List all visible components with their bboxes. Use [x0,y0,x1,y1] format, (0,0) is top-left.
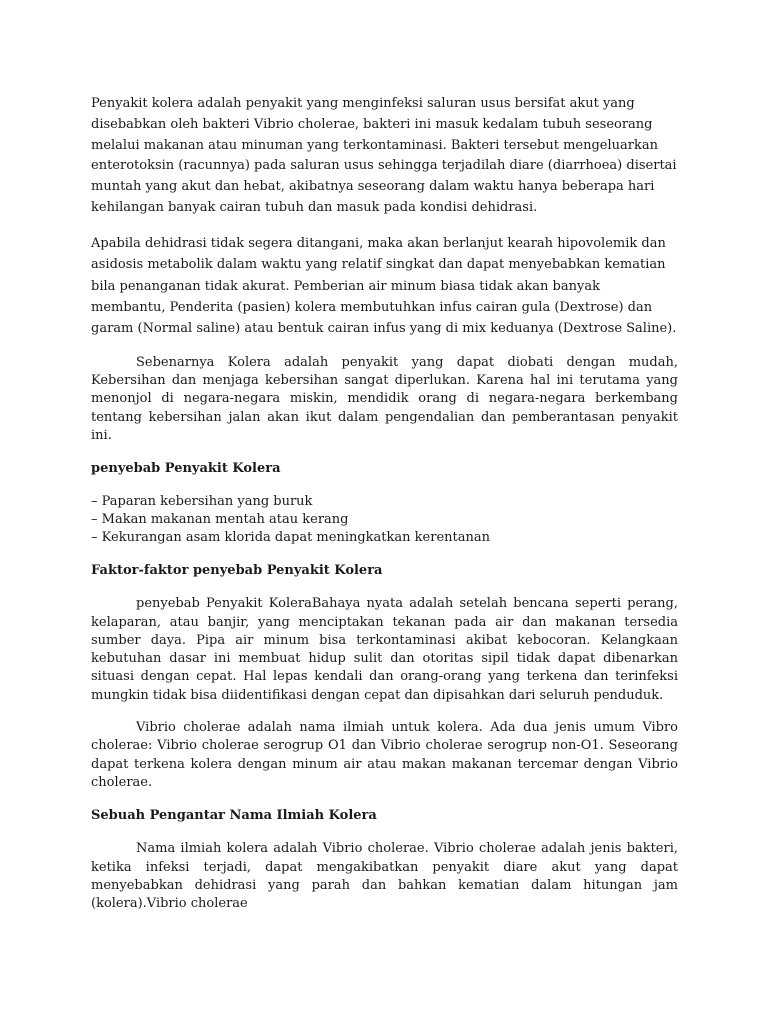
heading-factors: Faktor-faktor penyebab Penyakit Kolera [91,563,383,579]
paragraph-cholera-definition: Penyakit kolera adalah penyakit yang menginfeksi saluran usus bersifat akut yang disebabkan oleh bakteri Vibrio cholerae, bakteri ini masuk kedalam tubuh seseorang melalui makanan atau minuman yang terkontaminasi. Bakteri tersebut mengeluarkan enterotoksin (racunnya) pada saluran usus sehingga terjadilah diare (diarrhoea) disertai muntah yang akut dan hebat, akibatnya seseorang dalam waktu hanya beberapa hari kehilangan banyak cairan tubuh dan masuk pada kondisi dehidrasi. [91,96,677,215]
document-page [91,94,678,927]
paragraph-hygiene: Sebenarnya Kolera adalah penyakit yang dapat diobati dengan mudah, Kebersihan dan menjaga kebersihan sangat diperlukan. Karena hal ini terutama yang menonjol di negara-negara miskin, mendidik orang di negara-negara berkembang tentang kebersihan jalan akan ikut dalam pengendalian dan pemberantasan penyakit ini. [91,354,678,443]
list-item: – Kekurangan asam klorida dapat meningkatkan kerentanan [91,530,490,546]
heading-scientific-name: Sebuah Pengantar Nama Ilmiah Kolera [91,808,377,824]
heading-causes: penyebab Penyakit Kolera [91,461,281,477]
list-item: – Makan makanan mentah atau kerang [91,512,349,528]
causes-list [91,493,678,547]
paragraph-factors: penyebab Penyakit KoleraBahaya nyata adalah setelah bencana seperti perang, kelaparan, atau banjir, yang menciptakan tekanan pada air dan makanan tersedia sumber daya. Pipa air minum bisa terkontaminasi akibat kebocoran. Kelangkaan kebutuhan dasar ini membuat hidup sulit dan otoritas sipil tidak dapat dibenarkan situasi dengan cepat. Hal lepas kendali dan orang-orang yang terkena dan terinfeksi mungkin tidak bisa diidentifikasi dengan cepat dan dipisahkan dari seluruh penduduk. [91,596,678,703]
paragraph-vibrio-types: Vibrio cholerae adalah nama ilmiah untuk kolera. Ada dua jenis umum Vibro cholerae: Vibrio cholerae serogrup O1 dan Vibrio cholerae serogrup non-O1. Seseorang dapat terkena kolera dengan minum air atau makan makanan tercemar dengan Vibrio cholerae. [91,720,678,790]
list-item: – Paparan kebersihan yang buruk [91,494,313,510]
paragraph-scientific-name: Nama ilmiah kolera adalah Vibrio cholerae. Vibrio cholerae adalah jenis bakteri, ketika infeksi terjadi, dapat mengakibatkan penyakit diare akut yang dapat menyebabkan dehidrasi yang parah dan bahkan kematian dalam hitungan jam (kolera).Vibrio cholerae [91,841,678,912]
paragraph-dehydration: Apabila dehidrasi tidak segera ditangani, maka akan berlanjut kearah hipovolemik dan asidosis metabolik dalam waktu yang relatif singkat dan dapat menyebabkan kematian bila penanganan tidak akurat. Pemberian air minum biasa tidak akan banyak membantu, Penderita (pasien) kolera membutuhkan infus cairan gula (Dextrose) dan garam (Normal saline) atau bentuk cairan infus yang di mix keduanya (Dextrose Saline). [91,235,677,337]
